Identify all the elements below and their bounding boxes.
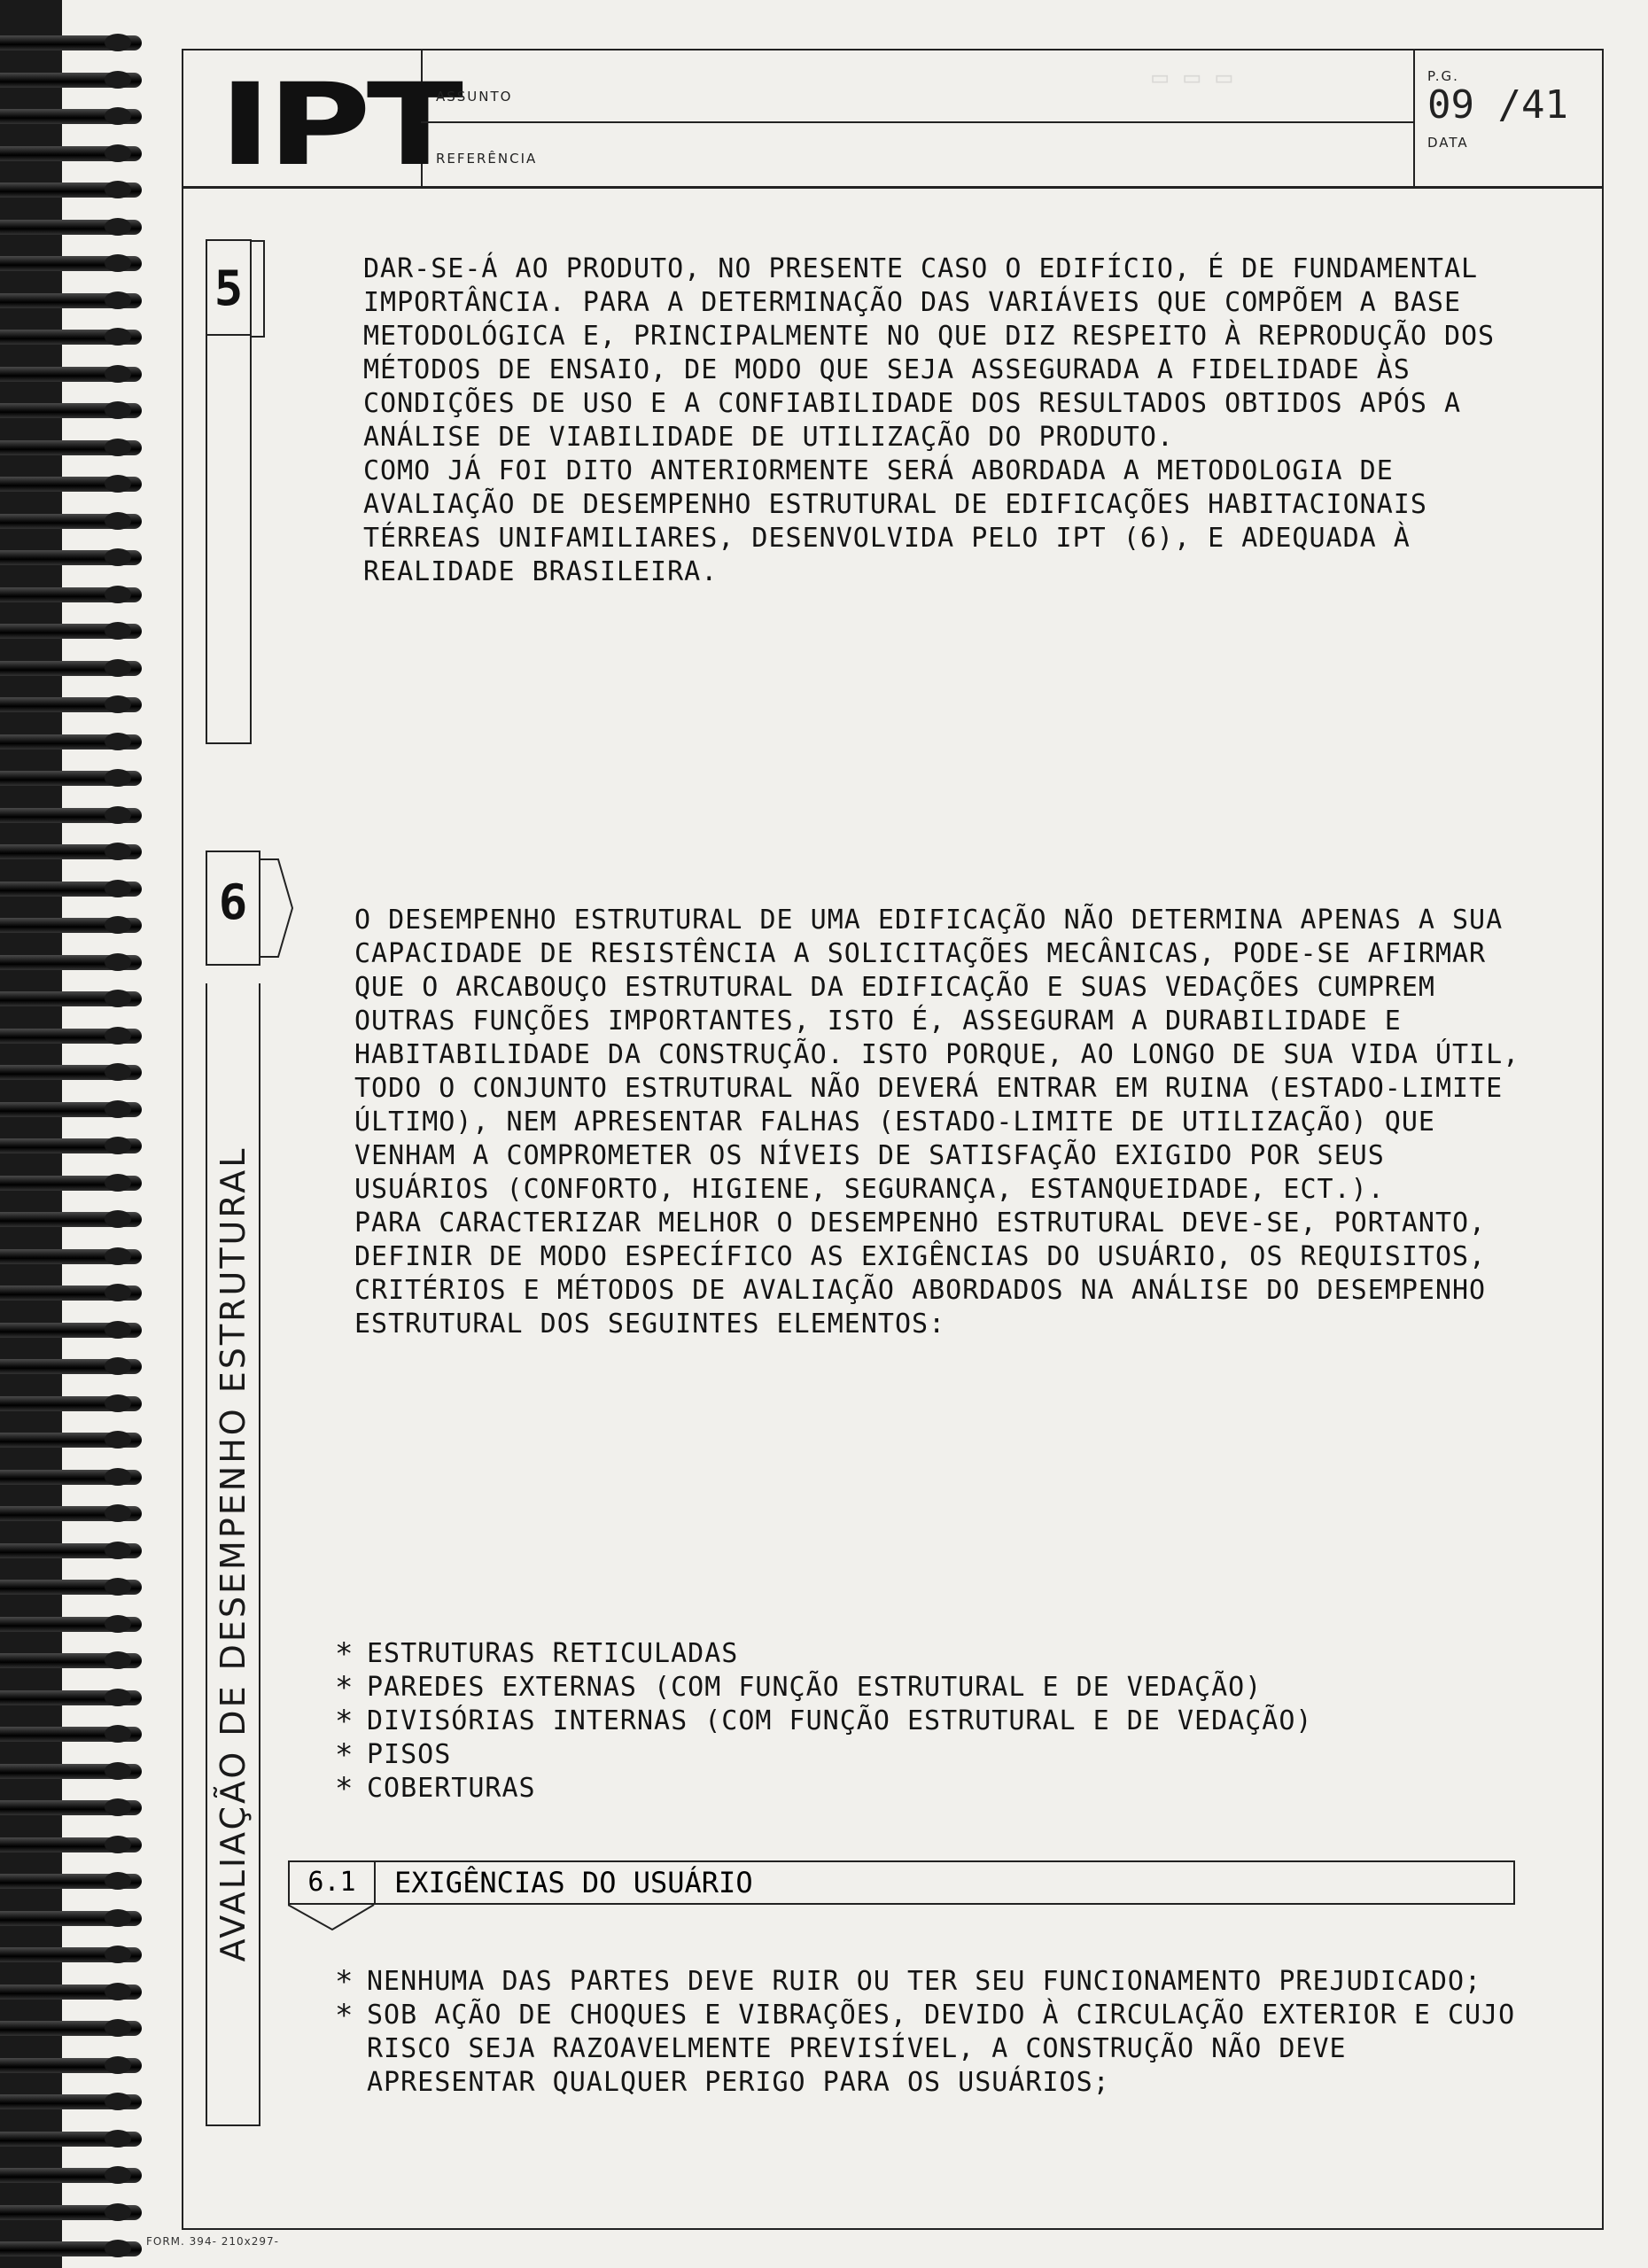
binding-hole <box>105 548 131 566</box>
binding-hole <box>105 1689 131 1706</box>
binding-hole <box>105 843 131 860</box>
binding-hole <box>105 439 131 456</box>
binding-hole <box>105 2019 131 2037</box>
binding-hole <box>105 218 131 236</box>
binding-hole <box>105 1578 131 1596</box>
list-item: * PAREDES EXTERNAS (COM FUNÇÃO ESTRUTURAL E DE VEDAÇÃO) <box>335 1671 1522 1705</box>
assunto-label: ASSUNTO <box>436 89 513 105</box>
binding-hole <box>105 401 131 419</box>
binding-hole <box>105 1542 131 1559</box>
binding-hole <box>105 291 131 309</box>
binding-hole <box>105 2240 131 2257</box>
bleed-through-texture: ▭ ▭ ▭ <box>1152 62 1232 93</box>
list-item: * DIVISÓRIAS INTERNAS (COM FUNÇÃO ESTRUTURAL E DE VEDAÇÃO) <box>335 1705 1522 1738</box>
spiral-binding <box>0 0 151 2268</box>
binding-hole <box>105 365 131 383</box>
binding-hole <box>105 1798 131 1816</box>
binding-hole <box>105 1431 131 1449</box>
binding-hole <box>105 1983 131 2000</box>
binding-hole <box>105 1836 131 1853</box>
sidebar-title: AVALIAÇÃO DE DESEMPENHO ESTRUTURAL <box>214 1146 253 1962</box>
binding-hole <box>105 1468 131 1486</box>
binding-hole <box>105 1137 131 1154</box>
data-label: DATA <box>1427 135 1469 151</box>
binding-hole <box>105 1504 131 1522</box>
pg-label: P.G. <box>1427 68 1459 84</box>
binding-hole <box>105 1725 131 1743</box>
section-5-paragraph-2: COMO JÁ FOI DITO ANTERIORMENTE SERÁ ABORDADA A METODOLOGIA DE AVALIAÇÃO DE DESEMPENHO ESTRUTURAL DE EDIFICAÇÕES HABITACIONAIS TÉRREAS UNIFAMILIARES, DESENVOLVIDA PELO IPT (6), E ADEQUADA À REALIDADE BRASILEIRA. <box>363 455 1427 587</box>
binding-hole <box>105 1946 131 1963</box>
binding-hole <box>105 806 131 824</box>
binding-hole <box>105 1210 131 1228</box>
binding-hole <box>105 695 131 713</box>
sidebar-section-label <box>206 983 260 2126</box>
binding-hole <box>105 1174 131 1192</box>
list-item: * COBERTURAS <box>335 1772 1522 1806</box>
subsection-6-1-number: 6.1 <box>290 1862 376 1903</box>
binding-hole <box>105 1100 131 1118</box>
list-item: * NENHUMA DAS PARTES DEVE RUIR OU TER SEU FUNCIONAMENTO PREJUDICADO; <box>335 1965 1522 1999</box>
section-6-body <box>354 904 1524 1341</box>
section-6-paragraph-1: O DESEMPENHO ESTRUTURAL DE UMA EDIFICAÇÃO NÃO DETERMINA APENAS A SUA CAPACIDADE DE RESISTÊNCIA A SOLICITAÇÕES MECÂNICAS, PODE-SE AFIRMAR QUE O ARCABOUÇO ESTRUTURAL DA EDIFICAÇÃO E SUAS VEDAÇÕES CUMPREM OUTRAS FUNÇÕES IMPORTANTES, ISTO É, ASSEGURAM A DURABILIDADE E HABITABILIDADE DA CONSTRUÇÃO. ISTO PORQUE, AO LONGO DE SUA VIDA ÚTIL, TODO O CONJUNTO ESTRUTURAL NÃO DEVERÁ ENTRAR EM RUINA (ESTADO-LIMITE ÚLTIMO), NEM APRESENTAR FALHAS (ESTADO-LIMITE DE UTILIZAÇÃO) QUE VENHAM A COMPROMETER OS NÍVEIS DE SATISFAÇÃO EXIGIDO POR SEUS USUÁRIOS (CONFORTO, HIGIENE, SEGURANÇA, ESTANQUEIDADE, ECT.). <box>354 905 1520 1205</box>
section-5-tab <box>206 239 252 744</box>
section-6-arrow-icon <box>259 850 294 966</box>
binding-hole <box>105 1357 131 1375</box>
referencia-label: REFERÊNCIA <box>436 151 538 167</box>
binding-hole <box>105 586 131 603</box>
binding-hole <box>105 953 131 971</box>
binding-hole <box>105 733 131 750</box>
list-item: * ESTRUTURAS RETICULADAS <box>335 1637 1522 1671</box>
binding-hole <box>105 1651 131 1669</box>
binding-hole <box>105 512 131 530</box>
page-number-cell <box>1413 49 1604 186</box>
binding-hole <box>105 1321 131 1339</box>
binding-hole <box>105 2130 131 2148</box>
binding-hole <box>105 1027 131 1045</box>
section-5-bracket <box>250 239 268 346</box>
binding-hole <box>105 1909 131 1927</box>
binding-hole <box>105 769 131 787</box>
binding-hole <box>105 2056 131 2074</box>
binding-hole <box>105 107 131 125</box>
section-5-paragraph-1: DAR-SE-Á AO PRODUTO, NO PRESENTE CASO O EDIFÍCIO, É DE FUNDAMENTAL IMPORTÂNCIA. PARA A DETERMINAÇÃO DAS VARIÁVEIS QUE COMPÕEM A BASE METODOLÓGICA E, PRINCIPALMENTE NO QUE DIZ RESPEITO À REPRODUÇÃO DOS MÉTODOS DE ENSAIO, DE MODO QUE SEJA ASSEGURADA A FIDELIDADE ÀS CONDIÇÕES DE USO E A CONFIABILIDADE DOS RESULTADOS OBTIDOS APÓS A ANÁLISE DE VIABILIDADE DE UTILIZAÇÃO DO PRODUTO. <box>363 253 1496 453</box>
binding-hole <box>105 990 131 1007</box>
binding-hole <box>105 475 131 493</box>
list-item: * SOB AÇÃO DE CHOQUES E VIBRAÇÕES, DEVIDO À CIRCULAÇÃO EXTERIOR E CUJO RISCO SEJA RAZOAVELMENTE PREVISÍVEL, A CONSTRUÇÃO NÃO DEVE APRESENTAR QUALQUER PERIGO PARA OS USUÁRIOS; <box>335 1999 1522 2100</box>
section-6-number: 6 <box>218 874 248 930</box>
section-5-number: 5 <box>214 260 244 316</box>
form-footer: FORM. 394- 210x297- <box>146 2235 279 2248</box>
binding-hole <box>105 2203 131 2221</box>
list-item: * PISOS <box>335 1738 1522 1772</box>
section-6-paragraph-2: PARA CARACTERIZAR MELHOR O DESEMPENHO ESTRUTURAL DEVE-SE, PORTANTO, DEFINIR DE MODO ESPECÍFICO AS EXIGÊNCIAS DO USUÁRIO, OS REQUISITOS, CRITÉRIOS E MÉTODOS DE AVALIAÇÃO ABORDADOS NA ANÁLISE DO DESEMPENHO ESTRUTURAL DOS SEGUINTES ELEMENTOS: <box>354 1208 1487 1340</box>
section-6-tab <box>206 850 260 966</box>
logo-cell <box>182 49 459 191</box>
binding-hole <box>105 916 131 934</box>
binding-hole <box>105 34 131 51</box>
binding-hole <box>105 659 131 677</box>
document-header <box>182 49 1604 189</box>
user-requirements-list <box>335 1965 1522 2100</box>
binding-hole <box>105 328 131 346</box>
binding-hole <box>105 1063 131 1081</box>
binding-hole <box>105 2166 131 2184</box>
binding-hole <box>105 2093 131 2110</box>
binding-hole <box>105 1872 131 1890</box>
binding-hole <box>105 1615 131 1633</box>
header-divider <box>421 121 1413 123</box>
binding-hole <box>105 144 131 162</box>
binding-hole <box>105 1762 131 1780</box>
elements-list <box>335 1637 1522 1806</box>
binding-hole <box>105 71 131 89</box>
ipt-logo: IPT <box>219 59 459 191</box>
subsection-arrow-icon <box>288 1903 377 1933</box>
binding-hole <box>105 181 131 198</box>
binding-hole <box>105 880 131 897</box>
subsection-6-1-header <box>288 1860 1515 1905</box>
section-5-body <box>363 252 1542 589</box>
binding-hole <box>105 1284 131 1301</box>
page-number: 09 /41 <box>1427 82 1568 128</box>
subsection-6-1-title: EXIGÊNCIAS DO USUÁRIO <box>394 1866 753 1899</box>
binding-hole <box>105 254 131 272</box>
binding-hole <box>105 1247 131 1265</box>
binding-hole <box>105 1394 131 1412</box>
binding-hole <box>105 622 131 640</box>
